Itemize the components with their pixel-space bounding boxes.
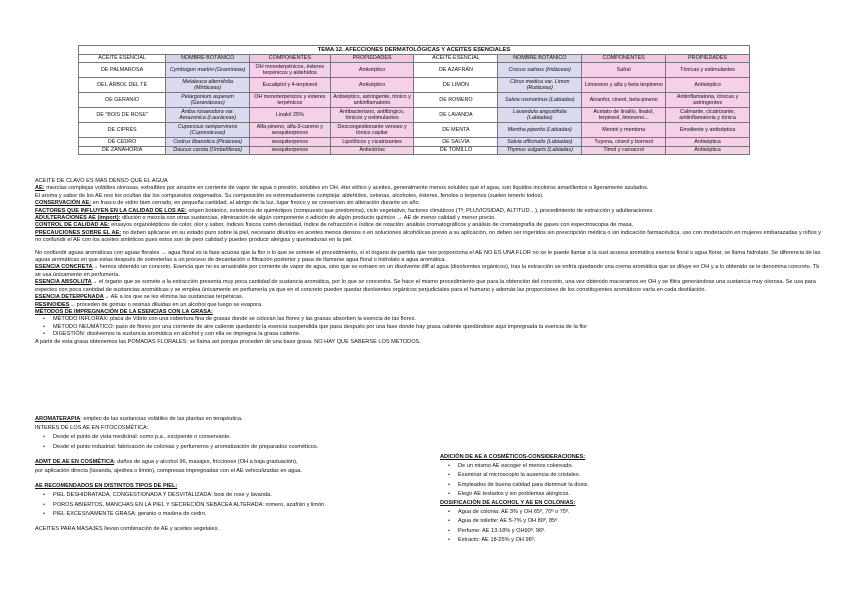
- table-cell: Alfa-pineno, alfa-3-careno y sesquiterpenos: [250, 123, 331, 138]
- table-cell: Melaleuca alternifolia (Mirtáceas): [166, 78, 250, 93]
- table-cell: Antiséptico: [666, 78, 750, 93]
- skin-type-list: [35, 491, 415, 519]
- term-label: PRECAUCIONES SOBRE EL AE:: [35, 229, 122, 236]
- term-label: FACTORES QUE INFLUYEN EN LA CALIDAD DE LOS AE:: [35, 207, 187, 214]
- term-label: RESINOIDES: [35, 301, 70, 308]
- table-row: [79, 78, 750, 93]
- paragraph: ADMT DE AE EN COSMÉTICA: daños de agua y alcohol 96, masajes, fricciones (OH a baja graduación),: [35, 458, 298, 465]
- table-cell: DE ZANAHORIA: [79, 146, 166, 154]
- list-item: • Agua de colonia: AE 3% y OH 65º, 70º o 75º.: [458, 508, 820, 517]
- table-cell: Tuyona, cineol y borneol: [582, 138, 666, 146]
- section-heading: DOSIFICACIÓN DE ALCOHOL Y AE EN COLONIAS:: [440, 500, 576, 507]
- table-cell: OH monoterpénicos, ésteres terpénicos y aldehídos: [250, 63, 331, 78]
- table-cell: Lipolíticos y cicatrizantes: [330, 138, 414, 146]
- table-cell: DE MENTA: [414, 123, 498, 138]
- list-item: • Empleados de buena calidad para disminuir la dosis.: [458, 481, 820, 490]
- table-cell: DE TOMILLO: [414, 146, 498, 154]
- table-cell: Alcanfor, cineol, beta-pineno: [582, 93, 666, 108]
- left-column: [35, 415, 415, 534]
- table-cell: Antiinflamatoria, tónicas y astringentes: [666, 93, 750, 108]
- table-cell: Thymus vulgaris (Labiadas): [498, 146, 582, 154]
- term-label: ESENCIA DETERPENADA: [35, 294, 104, 301]
- table-row: [79, 138, 750, 146]
- term-label: ESENCIA ABSOLUTA: [35, 279, 92, 286]
- table-cell: Crocus sativus (Iridáceas): [498, 63, 582, 78]
- table-cell: Salvia rosmarinus (Labiadas): [498, 93, 582, 108]
- table-cell: Cupressus sempervirens (Cupresáceas): [166, 123, 250, 138]
- header-cell: NOMBRE BOTÁNICO: [166, 54, 250, 62]
- list-item: • DIGESTIÓN: disolvemos la sustancia aromática en alcohol y con ella se impregna la grasa caliente.: [53, 331, 825, 338]
- table-cell: Antiséptica: [666, 146, 750, 154]
- paragraph: ESENCIA DETERPENADA→ AE a los que se les elimina las sustancias terpénicas.: [35, 294, 244, 301]
- paragraph: PRECAUCIONES SOBRE EL AE: no deben aplicarse en su estado puro sobre la piel, necesario diluirlos en aceites menos densos o en soluciones alcohólicas previo a su aplicación, no deben ser ingeridos sin prescripción médica o sin indicación farmacéutica, uso con moderación en mujeres embarazadas y niños y no confundir el AE con los aceites sintéticos pues estos son de peor calidad y pueden producir alergias y quemaduras en la piel.: [35, 229, 822, 244]
- table-cell: DE PALMAROSA: [79, 63, 166, 78]
- header-cell: PROPIEDADES: [330, 54, 414, 62]
- table-cell: Citrus medica var. Limon (Rutáceas): [498, 78, 582, 93]
- paragraph: AE: mezclas complejas volátiles olorosas, extraíbles por arrastre en corriente de vapor de agua o presión, solubles en OH, éter etílico y aceites, generalmente menos solubles que el agua, son líquidos incoloros amarillentos o ligeramente azulados.: [35, 185, 649, 192]
- table-title: TEMA 12. AFECCIONES DERMATOLÓGICAS Y ACEITES ESENCIALES: [79, 46, 750, 55]
- term-label: ESENCIA CONCRETA: [35, 264, 93, 271]
- table-cell: Timol y carvacrol: [582, 146, 666, 154]
- table-cell: Descongestionante venoso y tónico capilar: [330, 123, 414, 138]
- table-header-row: [79, 54, 750, 62]
- paragraph: ADULTERACIONES AE (import): dilución o mezcla con otras sustancias, eliminación de algún componente o adición de algún producto químico → AE de menor calidad y menor precio.: [35, 215, 496, 222]
- term-label: CONTROL DE CALIDAD AE:: [35, 222, 110, 229]
- table-row: [79, 123, 750, 138]
- list-item: • De un mismo AE escoger el menos coloreado.: [458, 462, 820, 471]
- paragraph: INTERES DE LOS AE EN FITOCOSMÉTICA:: [35, 425, 149, 432]
- list-item: • PIEL DESHIDRATADA, CONGESTIONADA Y DESVITALIZADA: bois de rose y lavanda.: [53, 491, 415, 500]
- table-cell: Emoliente y antiséptica: [666, 123, 750, 138]
- table-cell: DE ROMERO: [414, 93, 498, 108]
- list-item: • Desde el punto de vista medicinal: como p.a., excipiente o conservante.: [53, 433, 415, 442]
- table-cell: Antiséptico: [330, 63, 414, 78]
- table-row: [79, 93, 750, 108]
- list-item: • Examinar al microscopio la ausencia de cristales.: [458, 471, 820, 480]
- header-cell: ACEITE ESENCIAL: [79, 54, 166, 62]
- essential-oils-table: [78, 45, 750, 155]
- table-cell: sesquiterpenos: [250, 138, 331, 146]
- table-cell: Antiséptica: [666, 138, 750, 146]
- list-item: • MÉTODO INFLORAX: placa de Vibrio con una cobertura fina de grasas donde se colocan las flores y las grasas absorben la esencia de las flores.: [53, 316, 825, 323]
- table-cell: DE LAVANDA: [414, 108, 498, 123]
- paragraph: No confundir aguas aromáticas con aguas florales → agua floral es la fase acuosa que la flor o lo que se somete el procedimiento, si el órgano de partida que nos proporciona el AE NO ES UNA FLOR no se le puede llamar a la sust acuosa aromática esencia floral o agua florar, se llama hidrolato. Se diferencia de las aguas aromáticas en que estas después de someterlas a un proceso de decantación o filtración posterior y pasa de llamarse agua floral o hidrolato a agua aromática.: [35, 249, 821, 264]
- table-cell: OH monoterpénicos y ésteres terpénicos: [250, 93, 331, 108]
- list-item: • MÉTODO NEUMÁTICO: paso de flores por una corriente de aire caliente quedando la esencia suspendida que pasa después por una fase donde hay grasa caliente quedándose aquí impregnada la esencia de la flor: [53, 324, 825, 331]
- dosage-list: [440, 508, 820, 545]
- table-cell: Cedrus libanotica (Pináceas): [166, 138, 250, 146]
- section-heading: MÉTODOS DE IMPREGNACIÓN DE LA ESENCIAS CON LA GRASA:: [35, 308, 213, 315]
- table-cell: Tónicas y estimulantes: [666, 63, 750, 78]
- list-item: • Perfume: AE 13-18% y OH90º, 96º.: [458, 527, 820, 536]
- table-cell: sesquiterpenos: [250, 146, 331, 154]
- table-cell: Salvia officinalis (Labiadas): [498, 138, 582, 146]
- paragraph: ESENCIA CONCRETA→ hemos obtenido un concreto. Esencia que no es arrastrable por corriente de vapor de agua, sino que se extraen en un disolvente diff al agua (disolventes orgánicos), tras la extracción se enfría quedando una crema aromática que se diluye en OH y a lo obtenido se le denomina concreto. Tb se usa únicamente en perfumería.: [35, 264, 820, 278]
- table-cell: Antibacteriano, antifúngico, tónicos y estimulantes: [330, 108, 414, 123]
- right-column: [440, 453, 820, 545]
- paragraph: ACEITES PARA MASAJES llevan combinación de AE y aceites vegetales.: [35, 526, 219, 533]
- table-cell: Aniba rosaeodora var. Amazonica (Lauráceas): [166, 108, 250, 123]
- term-label: ADULTERACIONES AE (import):: [35, 215, 121, 222]
- list-item: • PIEL EXCESIVAMENTE GRASA: geranio o madera de cedro.: [53, 510, 415, 519]
- term-label: CONSERVACIÓN AE:: [35, 200, 92, 207]
- list-item: • Extracto: AE 18-25% y OH 96º.: [458, 536, 820, 545]
- table-cell: DE GERANIO: [79, 93, 166, 108]
- header-cell: COMPONENTES: [250, 54, 331, 62]
- header-cell: NOMBRE BOTÁNICO: [498, 54, 582, 62]
- table-cell: Mentha piperita (Labiadas): [498, 123, 582, 138]
- list-item: • Agua de toilette: AE 5-7% y OH 80º, 85º.: [458, 517, 820, 526]
- table-cell: Safral: [582, 63, 666, 78]
- table-cell: Antiséptico: [330, 78, 414, 93]
- header-cell: COMPONENTES: [582, 54, 666, 62]
- table-cell: Limoneno y alfa y beta terpineno: [582, 78, 666, 93]
- table-cell: DE SALVIA: [414, 138, 498, 146]
- list-item: • POROS ABIERTOS, MANCHAS EN LA PIEL Y SECRECIÓN SEBÁCEA ALTERADA: romero, azafrán y limón.: [53, 501, 415, 510]
- table-cell: Linalol 25%: [250, 108, 331, 123]
- considerations-list: [440, 462, 820, 499]
- paragraph: CONTROL DE CALIDAD AE: ensayos organolépticos de color, olor y sabor, índices físicos como densidad, índice de refracción e índice de rotación; análisis cromatográficos y análisis de cromatografía de gases con espectroscopia de masa.: [35, 222, 634, 229]
- table-cell: Eucaliptol y 4-terpineol: [250, 78, 331, 93]
- list-item: • Desde el punto industrial: fabricación de colonias y perfumeros y aromatización de preparados cosméticos.: [53, 443, 415, 452]
- header-cell: ACEITE ESENCIAL: [414, 54, 498, 62]
- table-cell: DE AZAFRÁN: [414, 63, 498, 78]
- paragraph: por aplicación directa (lavanda, ajedrea o limón), compresas impregnadas con el AE vehiculizadas en agua.: [35, 468, 303, 475]
- paragraph: ACEITE DE CLAVO ES MÁS DENSO QUE EL AGUA: [35, 178, 168, 184]
- table-cell: Acetato de linalilo, linalol, terpineol, limoneno...: [582, 108, 666, 123]
- paragraph: FACTORES QUE INFLUYEN EN LA CALIDAD DE LOS AE: origen botánico, existencia de quimiotipos (compuesto que predomina), ciclo vegetativo, factores climáticos (Tª, PLUVIOSIDAD, ALTITUD…), procedimiento de extracción y adulteraciones.: [35, 207, 654, 214]
- methods-list: [35, 316, 825, 338]
- table-cell: Antiestrías: [330, 146, 414, 154]
- section-heading: AE RECOMENDADOS EN DISTINTOS TIPOS DE PIEL:: [35, 483, 178, 490]
- paragraph: El aroma y sabor de los AE nos los ocultan dar los compuestos oxigenados. Su composición es extremadamente compleja: aldehídos, cetonas, alcoholes, ésteres, fenoles o terpenos (suelen tenerlo todos).: [35, 192, 544, 199]
- section-heading: ADICIÓN DE AE A COSMÉTICOS-CONSIDERACIONES:: [440, 454, 586, 460]
- table-cell: Mentol y mentona: [582, 123, 666, 138]
- table-row: [79, 146, 750, 154]
- paragraph: CONSERVACIÓN AE: en frasco de vidrio bien cerrado, en pequeña cantidad, al abrigo de la luz, lugar fresco y se conservan sin alteración durante un año.: [35, 200, 421, 207]
- paragraph: AROMATERAPIA: empleo de las sustancias volátiles de las plantas en terapéutica.: [35, 416, 243, 422]
- table-cell: Pelargonium asperum (Geraniáceas): [166, 93, 250, 108]
- table-cell: DE CIPRÉS: [79, 123, 166, 138]
- notes-body: [35, 178, 825, 346]
- table-cell: Calmante, cicatrizante, antiinflamatoria y tónica: [666, 108, 750, 123]
- table-row: [79, 63, 750, 78]
- table-cell: DE "BOIS DE ROSE": [79, 108, 166, 123]
- table-cell: Daucus carota (Umbelíferas): [166, 146, 250, 154]
- table-cell: Lavandula angustifolia (Labiadas): [498, 108, 582, 123]
- interest-list: [35, 433, 415, 451]
- table-cell: DE CEDRO: [79, 138, 166, 146]
- table-row: [79, 108, 750, 123]
- header-cell: PROPIEDADES: [666, 54, 750, 62]
- table-cell: Antiséptico, astringente, tónico y antiinflamatorio: [330, 93, 414, 108]
- term-label: AE:: [35, 185, 45, 192]
- paragraph: RESINOIDES→ proceden de gomas o resinas diluidas en un alcohol que luego se evapora.: [35, 301, 263, 308]
- table-cell: DEL ÁRBOL DEL TÉ: [79, 78, 166, 93]
- list-item: • Elegir AE testados y sin problemas alérgicos.: [458, 490, 820, 499]
- table-cell: DE LIMÓN: [414, 78, 498, 93]
- table-cell: Cymbogon martini (Gramíneas): [166, 63, 250, 78]
- paragraph: ESENCIA ABSOLUTA→ el órgano que se somete a la extracción presenta muy poca cantidad de sustancia aromática, por lo que se concentra. Se hace el mismo procedimiento que para la obtención del concreto, una vez obtenido maceramos en OH y se filtra generándose una sustancia muy olorosa. Se usa para especies con poca cantidad de sustancias aromáticas y se emplea únicamente en perfumería ya que en el concreto pueden quedar disolventes orgánicos perjudiciales para el humano y además las proporciones de los constituyentes aromáticos varía en cada destilación.: [35, 279, 816, 293]
- paragraph: A partir de esta grasa obtenemos las POMADAS FLORALES: se llama así porque proceden de una base grasa. NO HAY QUE SABERSE LOS MÉTODOS.: [35, 338, 421, 345]
